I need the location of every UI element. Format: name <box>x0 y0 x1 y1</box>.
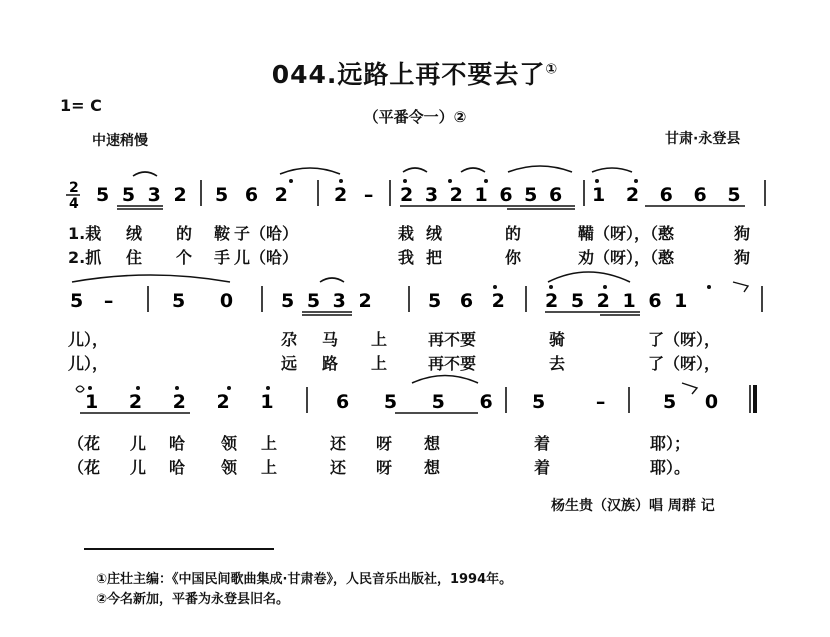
lyric-3-7: 了（呀）， <box>648 330 721 349</box>
lyric-2-6: 我 <box>398 248 415 267</box>
lyric-5-3: 哈 <box>169 434 186 453</box>
lyric-6-1: （花 <box>68 458 101 477</box>
measure-1-1: 5 5 3 2 <box>96 184 187 206</box>
measure-3-4: 5 0 <box>663 391 719 413</box>
lyric-4-1: 儿）， <box>68 354 109 373</box>
lyric-3-6: 骑 <box>549 330 566 349</box>
lyric-5-7: 呀 <box>376 434 393 453</box>
lyric-2-10: 狗 <box>734 248 751 267</box>
lyric-3-3: 马 <box>322 330 339 349</box>
staff-1 <box>96 184 741 206</box>
lyric-5-6: 还 <box>330 434 347 453</box>
lyric-1-1: 1.栽 <box>68 224 102 243</box>
lyric-1-8: 的 <box>505 224 522 243</box>
lyric-6-10: 耶）。 <box>650 458 691 477</box>
lyric-2-7: 把 <box>426 248 443 267</box>
measure-2-2: 5 0 <box>172 290 234 312</box>
key-signature: 1= C <box>60 96 102 115</box>
lyric-2-9: 劝（呀），（憨 <box>578 248 675 267</box>
lyric-3-2: 尕 <box>281 330 298 349</box>
lyric-6-9: 着 <box>534 458 551 477</box>
measure-1-4: 2 3 2 1 6 5 6 <box>400 184 563 206</box>
lyric-1-7: 绒 <box>426 224 443 243</box>
lyric-3-1: 儿）， <box>68 330 109 349</box>
lyric-5-10: 耶）； <box>650 434 691 453</box>
lyric-2-1: 2.抓 <box>68 248 102 267</box>
lyric-4-6: 去 <box>549 354 566 373</box>
measure-3-2: 6 5 5 6 <box>336 391 493 413</box>
measure-2-5: 2 5 2 1 6 1 <box>545 290 688 312</box>
lyric-2-5: 儿（哈） <box>234 248 299 267</box>
measure-3-3: 5 – <box>532 391 606 413</box>
lyric-6-2: 儿 <box>130 458 147 477</box>
footnote-2: ②今名新加，平番为永登县旧名。 <box>96 592 290 607</box>
measure-2-4: 5 6 2 <box>428 290 505 312</box>
lyric-1-5: 子（哈） <box>234 224 299 243</box>
measure-1-3: 2 – <box>334 184 374 206</box>
lyric-1-4: 鞍 <box>214 224 231 243</box>
measure-2-1: 5 – <box>70 290 114 312</box>
lyric-5-1: （花 <box>68 434 101 453</box>
footnote-1: ①庄壮主编：《中国民间歌曲集成·甘肃卷》，人民音乐出版社，1994年。 <box>96 572 513 587</box>
measure-1-5: 1 2 6 6 5 <box>592 184 741 206</box>
tempo-marking: 中速稍慢 <box>92 133 148 149</box>
footnote-divider <box>84 548 274 550</box>
time-sig-bottom: 4 <box>69 196 79 212</box>
lyric-2-4: 手 <box>214 248 231 267</box>
lyric-6-3: 哈 <box>169 458 186 477</box>
region-label: 甘肃·永登县 <box>665 131 741 147</box>
staff-3 <box>85 391 718 413</box>
lyric-1-10: 狗 <box>734 224 751 243</box>
lyric-6-8: 想 <box>424 458 441 477</box>
lyric-2-3: 个 <box>176 248 193 267</box>
staff-2 <box>70 290 687 312</box>
lyric-6-6: 还 <box>330 458 347 477</box>
lyric-1-2: 绒 <box>126 224 143 243</box>
measure-2-3: 5 5 3 2 <box>281 290 372 312</box>
song-title: 044.远路上再不要去了① <box>271 60 559 89</box>
lyric-1-6: 栽 <box>398 224 415 243</box>
lyric-3-5: 再不要 <box>428 330 477 349</box>
lyric-6-4: 领 <box>221 458 238 477</box>
song-subtitle: （平番令一）② <box>363 108 467 126</box>
lyric-6-5: 上 <box>261 458 278 477</box>
lyric-4-2: 远 <box>281 354 298 373</box>
lyric-5-2: 儿 <box>130 434 147 453</box>
lyric-5-5: 上 <box>261 434 278 453</box>
lyric-4-4: 上 <box>371 354 388 373</box>
measure-3-1: 1 2 2 2 1 <box>85 391 274 413</box>
lyric-5-4: 领 <box>221 434 238 453</box>
lyric-4-7: 了（呀）， <box>648 354 721 373</box>
lyric-3-4: 上 <box>371 330 388 349</box>
lyric-5-8: 想 <box>424 434 441 453</box>
lyric-5-9: 着 <box>534 434 551 453</box>
lyric-6-7: 呀 <box>376 458 393 477</box>
lyric-2-8: 你 <box>505 248 522 267</box>
performer-credit: 杨生贵（汉族）唱 周群 记 <box>551 498 715 514</box>
time-sig-top: 2 <box>69 180 79 196</box>
lyric-1-3: 的 <box>176 224 193 243</box>
lyric-4-3: 路 <box>322 354 339 373</box>
lyric-1-9: 鞴（呀），（憨 <box>578 224 675 243</box>
lyric-2-2: 住 <box>126 248 143 267</box>
measure-1-2: 5 6 2 <box>215 184 288 206</box>
lyric-4-5: 再不要 <box>428 354 477 373</box>
